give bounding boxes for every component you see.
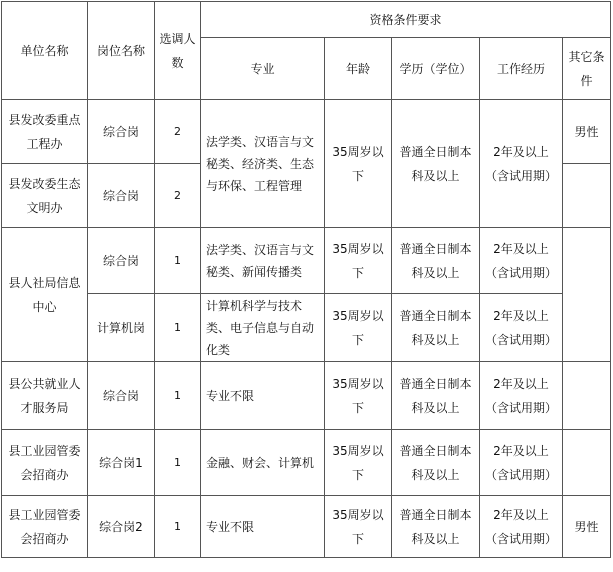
unit-cell: 县人社局信息中心 bbox=[2, 228, 88, 362]
age-cell: 35周岁以下 bbox=[325, 100, 392, 228]
education-cell: 普通全日制本科及以上 bbox=[392, 228, 480, 294]
major-cell: 法学类、汉语言与文秘类、新闻传播类 bbox=[201, 228, 325, 294]
header-count: 选调人数 bbox=[155, 2, 201, 100]
unit-cell: 县发改委重点工程办 bbox=[2, 100, 88, 164]
count-cell: 1 bbox=[155, 228, 201, 294]
table-row bbox=[2, 496, 611, 558]
position-cell: 综合岗2 bbox=[88, 496, 155, 558]
table-row bbox=[2, 362, 611, 430]
education-cell: 普通全日制本科及以上 bbox=[392, 496, 480, 558]
header-education: 学历（学位） bbox=[392, 38, 480, 100]
unit-cell: 县工业园管委会招商办 bbox=[2, 496, 88, 558]
other-cell bbox=[563, 430, 611, 496]
major-cell: 专业不限 bbox=[201, 362, 325, 430]
age-cell: 35周岁以下 bbox=[325, 294, 392, 362]
header-other: 其它条件 bbox=[563, 38, 611, 100]
header-unit: 单位名称 bbox=[2, 2, 88, 100]
experience-cell: 2年及以上（含试用期） bbox=[480, 228, 563, 294]
other-cell bbox=[563, 228, 611, 362]
header-major: 专业 bbox=[201, 38, 325, 100]
education-cell: 普通全日制本科及以上 bbox=[392, 430, 480, 496]
header-age: 年龄 bbox=[325, 38, 392, 100]
major-cell: 专业不限 bbox=[201, 496, 325, 558]
unit-cell: 县发改委生态文明办 bbox=[2, 164, 88, 228]
other-cell bbox=[563, 164, 611, 228]
header-row-main bbox=[2, 2, 611, 38]
experience-cell: 2年及以上（含试用期） bbox=[480, 294, 563, 362]
experience-cell: 2年及以上（含试用期） bbox=[480, 430, 563, 496]
age-cell: 35周岁以下 bbox=[325, 228, 392, 294]
recruitment-table bbox=[1, 1, 611, 558]
education-cell: 普通全日制本科及以上 bbox=[392, 362, 480, 430]
table-row bbox=[2, 100, 611, 164]
unit-cell: 县公共就业人才服务局 bbox=[2, 362, 88, 430]
count-cell: 1 bbox=[155, 362, 201, 430]
count-cell: 2 bbox=[155, 100, 201, 164]
age-cell: 35周岁以下 bbox=[325, 362, 392, 430]
table-row bbox=[2, 228, 611, 294]
other-cell: 男性 bbox=[563, 100, 611, 164]
unit-cell: 县工业园管委会招商办 bbox=[2, 430, 88, 496]
position-cell: 综合岗1 bbox=[88, 430, 155, 496]
experience-cell: 2年及以上（含试用期） bbox=[480, 362, 563, 430]
header-requirements: 资格条件要求 bbox=[201, 2, 611, 38]
count-cell: 1 bbox=[155, 430, 201, 496]
major-cell: 法学类、汉语言与文秘类、经济类、生态与环保、工程管理 bbox=[201, 100, 325, 228]
major-cell: 计算机科学与技术类、电子信息与自动化类 bbox=[201, 294, 325, 362]
count-cell: 1 bbox=[155, 294, 201, 362]
other-cell bbox=[563, 362, 611, 430]
education-cell: 普通全日制本科及以上 bbox=[392, 294, 480, 362]
header-position: 岗位名称 bbox=[88, 2, 155, 100]
education-cell: 普通全日制本科及以上 bbox=[392, 100, 480, 228]
major-cell: 金融、财会、计算机 bbox=[201, 430, 325, 496]
position-cell: 综合岗 bbox=[88, 100, 155, 164]
position-cell: 计算机岗 bbox=[88, 294, 155, 362]
other-cell: 男性 bbox=[563, 496, 611, 558]
position-cell: 综合岗 bbox=[88, 164, 155, 228]
count-cell: 2 bbox=[155, 164, 201, 228]
position-cell: 综合岗 bbox=[88, 362, 155, 430]
position-cell: 综合岗 bbox=[88, 228, 155, 294]
experience-cell: 2年及以上（含试用期） bbox=[480, 496, 563, 558]
table-row bbox=[2, 294, 611, 362]
experience-cell: 2年及以上（含试用期） bbox=[480, 100, 563, 228]
age-cell: 35周岁以下 bbox=[325, 430, 392, 496]
header-experience: 工作经历 bbox=[480, 38, 563, 100]
table-row bbox=[2, 430, 611, 496]
count-cell: 1 bbox=[155, 496, 201, 558]
age-cell: 35周岁以下 bbox=[325, 496, 392, 558]
